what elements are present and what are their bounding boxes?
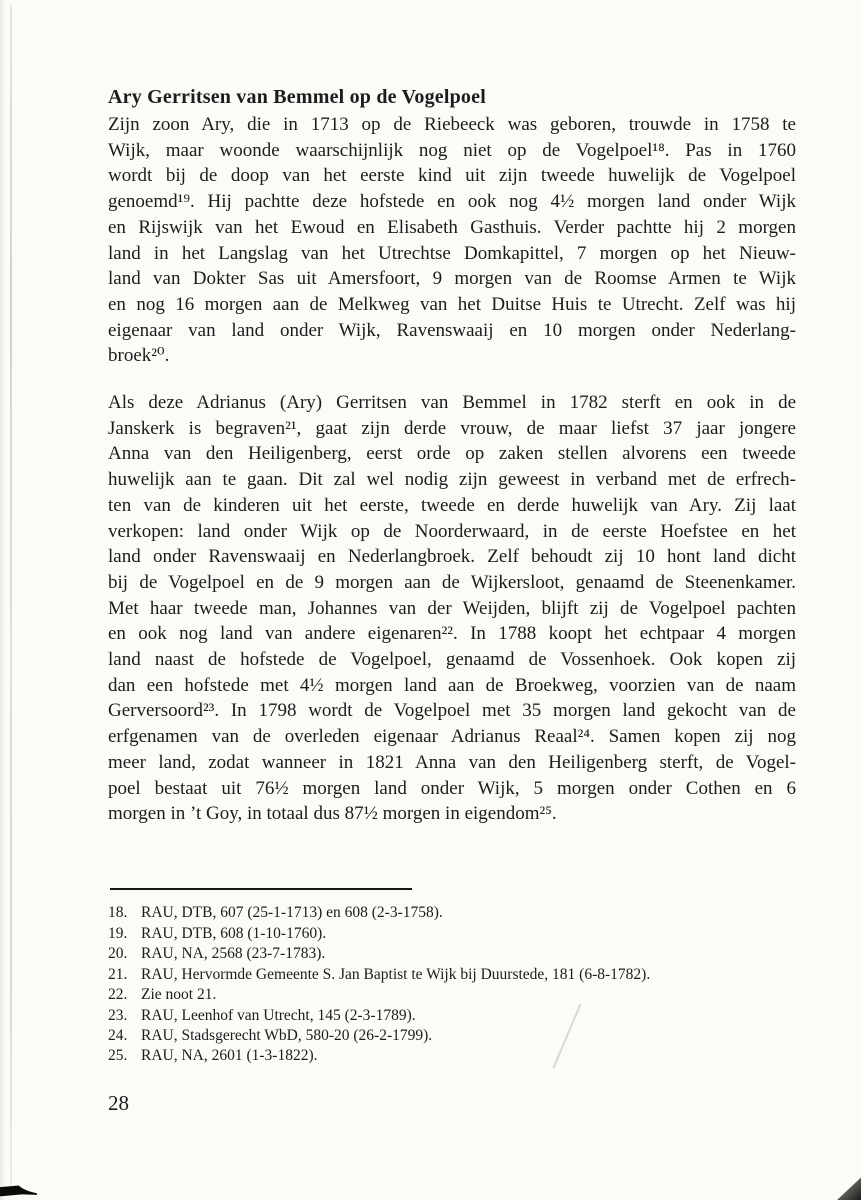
page-content xyxy=(108,84,796,1067)
footnote-item xyxy=(108,1006,796,1026)
text-line: bij de Vogelpoel en de 9 morgen aan de Wijkersloot, genaamd de Steenenkamer. xyxy=(108,571,796,593)
text-line: Met haar tweede man, Johannes van der Weijden, blijft zij de Vogelpoel pachten xyxy=(108,597,796,619)
footnote-number: 24. xyxy=(108,1026,128,1044)
text-line: poel bestaat uit 76½ morgen land onder Wijk, 5 morgen onder Cothen en 6 xyxy=(108,777,796,799)
text-line: land in het Langslag van het Utrechtse Domkapittel, 7 morgen op het Nieuw- xyxy=(108,242,796,264)
footnote-item xyxy=(108,944,796,964)
footnote-number: 22. xyxy=(108,986,128,1004)
text-line: land naast de hofstede de Vogelpoel, genaamd de Vossenhoek. Ook kopen zij xyxy=(108,649,796,671)
footnote-text: RAU, DTB, 608 (1-10-1760). xyxy=(141,924,327,942)
text-line: land onder Ravenswaaij en Nederlangbroek. Zelf behoudt zij 10 hont land dicht xyxy=(108,546,796,568)
footnote-divider-rule xyxy=(110,888,412,891)
footnote-text: RAU, Stadsgerecht WbD, 580-20 (26-2-1799). xyxy=(141,1026,433,1044)
scan-left-edge-line xyxy=(10,5,12,1185)
text-line: morgen in ’t Goy, in totaal dus 87½ morgen in eigendom²⁵. xyxy=(108,803,557,825)
paragraph-2 xyxy=(108,390,796,827)
footnote-number: 20. xyxy=(108,945,128,963)
footnote-item xyxy=(108,1046,796,1066)
footnotes-list xyxy=(108,903,796,1066)
text-line: broek²⁰. xyxy=(108,345,170,367)
scan-artifact-bottom-left xyxy=(0,1185,37,1197)
footnote-item xyxy=(108,1026,796,1046)
footnote-item xyxy=(108,965,796,985)
page-number: 28 xyxy=(108,1091,129,1115)
text-line: meer land, zodat wanneer in 1821 Anna van den Heiligenberg sterft, de Vogel- xyxy=(108,751,796,773)
footnote-text: RAU, Hervormde Gemeente S. Jan Baptist te Wijk bij Duurstede, 181 (6-8-1782). xyxy=(141,965,651,983)
footnote-number: 21. xyxy=(108,965,128,983)
footnote-item xyxy=(108,985,796,1005)
footnote-number: 19. xyxy=(108,924,128,942)
footnote-item xyxy=(108,924,796,944)
paragraph-1 xyxy=(108,112,796,369)
text-line: Janskerk is begraven²¹, gaat zijn derde vrouw, de maar liefst 37 jaar jongere xyxy=(108,417,796,439)
text-line: verkopen: land onder Wijk op de Noorderwaard, in de eerste Hoefstee en het xyxy=(108,520,796,542)
text-line: genoemd¹⁹. Hij pachtte deze hofstede en ook nog 4½ morgen land onder Wijk xyxy=(108,191,796,213)
text-line: Wijk, maar woonde waarschijnlijk nog niet op de Vogelpoel¹⁸. Pas in 1760 xyxy=(108,139,796,161)
footnote-text: RAU, NA, 2568 (23-7-1783). xyxy=(141,945,326,963)
text-line: ten van de kinderen uit het eerste, tweede en derde huwelijk van Ary. Zij laat xyxy=(108,494,796,516)
footnote-text: RAU, DTB, 607 (25-1-1713) en 608 (2-3-1758). xyxy=(141,904,443,922)
text-line: Anna van den Heiligenberg, eerst orde op zaken stellen alvorens een tweede xyxy=(108,443,796,465)
text-line: en nog 16 morgen aan de Melkweg van het Duitse Huis te Utrecht. Zelf was hij xyxy=(108,293,796,315)
text-line: Zijn zoon Ary, die in 1713 op de Riebeeck was geboren, trouwde in 1758 te xyxy=(108,114,796,135)
text-line: erfgenamen van de overleden eigenaar Adrianus Reaal²⁴. Samen kopen zij nog xyxy=(108,726,796,748)
text-line: eigenaar van land onder Wijk, Ravenswaaij en 10 morgen onder Nederlang- xyxy=(108,319,796,341)
text-line: Als deze Adrianus (Ary) Gerritsen van Bemmel in 1782 sterft en ook in de xyxy=(108,392,796,414)
scan-left-edge-shade xyxy=(0,0,7,1200)
scan-artifact-bottom-right xyxy=(837,1177,861,1200)
footnote-number: 25. xyxy=(108,1047,128,1065)
footnote-text: Zie noot 21. xyxy=(141,986,217,1004)
text-line: Gerversoord²³. In 1798 wordt de Vogelpoel met 35 morgen land gekocht van de xyxy=(108,700,796,722)
footnote-text: RAU, NA, 2601 (1-3-1822). xyxy=(141,1047,318,1065)
text-line: en Rijswijk van het Ewoud en Elisabeth Gasthuis. Verder pachtte hij 2 morgen xyxy=(108,216,796,238)
section-heading: Ary Gerritsen van Bemmel op de Vogelpoel xyxy=(108,86,486,108)
text-line: huwelijk aan te gaan. Dit zal wel nodig zijn geweest in verband met de erfrech- xyxy=(108,469,796,491)
text-line: en ook nog land van andere eigenaren²². In 1788 koopt het echtpaar 4 morgen xyxy=(108,623,796,645)
footnote-number: 23. xyxy=(108,1006,128,1024)
footnote-number: 18. xyxy=(108,904,128,922)
footnote-item xyxy=(108,903,796,923)
text-line: dan een hofstede met 4½ morgen land aan de Broekweg, voorzien van de naam xyxy=(108,674,796,696)
footnote-text: RAU, Leenhof van Utrecht, 145 (2-3-1789). xyxy=(141,1006,416,1024)
text-line: wordt bij de doop van het eerste kind uit zijn tweede huwelijk de Vogelpoel xyxy=(108,165,796,187)
text-line: land van Dokter Sas uit Amersfoort, 9 morgen van de Roomse Armen te Wijk xyxy=(108,268,796,290)
